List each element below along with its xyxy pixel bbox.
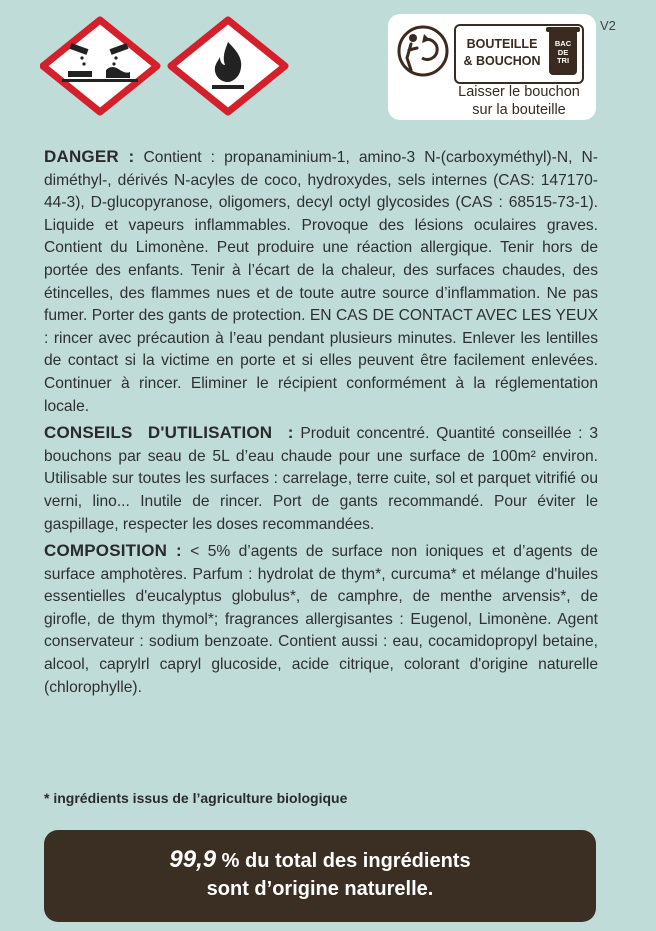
badge-line1: BOUTEILLE xyxy=(466,37,538,51)
bin-line2: DE xyxy=(557,47,569,57)
bottle-cap-badge xyxy=(454,24,584,84)
bin-line3: TRI xyxy=(556,56,570,65)
sorting-bin-icon xyxy=(549,31,577,75)
version-label: V2 xyxy=(600,18,616,33)
composition-text: < 5% d’agents de surface non ioniques et d’agents de surface amphotères. Parfum : hydrolat de thym*, curcuma* et mélange d'huiles essentielles d'eucalyptus globulus*, de camphre, de menthe arvensis*, de girofle, de thym thymol*; fragrances allergisantes : Eugenol, Limonène. Agent conservateur : sodium benzoate. Contient aussi : eau, cocamidopropyl betaine, alcool, caprylrl capryl glucoside, acide citrique, colorant d'origine naturelle (chlorophylle). xyxy=(44,543,598,696)
banner-line2: sont d’origine naturelle. xyxy=(206,878,434,900)
conseils-text: Produit concentré. Quantité conseillée : 3 bouchons par seau de 5L d’eau chaude pour une surface de 100m² environ. Utilisable sur toutes les surfaces : carrelage, terre cuite, sol et parquet vitrifié ou verni, lino... Inutile de rincer. Port de gants recommandé. Pour éviter le gaspillage, respecter les doses recommandées. xyxy=(44,425,598,533)
conseils-section xyxy=(44,422,598,536)
conseils-heading: CONSEILS D'UTILISATION : xyxy=(44,423,294,443)
triman-icon xyxy=(394,20,452,82)
danger-heading: DANGER : xyxy=(44,147,135,166)
instruction-line2: sur la bouteille xyxy=(472,101,566,118)
recycling-instruction xyxy=(444,84,594,119)
corrosive-icon xyxy=(43,20,157,112)
natural-origin-banner xyxy=(44,830,596,922)
banner-line1 xyxy=(44,846,596,874)
danger-text: Contient : propanaminium-1, amino-3 N-(carboxyméthyl)-N, N-diméthyl-, dérivés N-acyles de coco, hydroxydes, sels internes (CAS: 147170-44-3), D-glucopyranose, oligomers, decyl octyl glycosides (CAS : 68515-73-1). Liquide et vapeurs inflammables. Provoque des lésions oculaires graves. Contient du Limonène. Peut produire une réaction allergique. Tenir hors de portée des enfants. Tenir à l’écart de la chaleur, des surfaces chaudes, des étincelles, des flammes nues et de toute autre source d’inflammation. Ne pas fumer. Porter des gants de protection. EN CAS DE CONTACT AVEC LES YEUX : rincer avec précaution à l’eau pendant plusieurs minutes. Enlever les lentilles de contact si la victime en porte et si elles peuvent être facilement enlevées. Continuer à rincer. Eliminer le récipient conformément à la réglementation locale. xyxy=(44,149,599,415)
recycling-info-panel xyxy=(388,14,596,120)
flammable-icon xyxy=(171,20,285,112)
banner-percent: 99,9 xyxy=(169,846,217,873)
hazard-pictograms xyxy=(40,16,300,116)
instruction-line1: Laisser le bouchon xyxy=(458,84,580,100)
danger-section xyxy=(44,146,598,418)
composition-heading: COMPOSITION : xyxy=(44,541,182,561)
organic-footnote: * ingrédients issus de l’agriculture biologique xyxy=(44,790,348,806)
label-body xyxy=(44,146,598,703)
banner-line1-rest: % du total des ingrédients xyxy=(216,850,471,872)
bin-line1: BAC xyxy=(554,39,572,48)
composition-section xyxy=(44,540,598,699)
badge-text xyxy=(460,36,544,70)
badge-line2: & BOUCHON xyxy=(463,54,541,68)
